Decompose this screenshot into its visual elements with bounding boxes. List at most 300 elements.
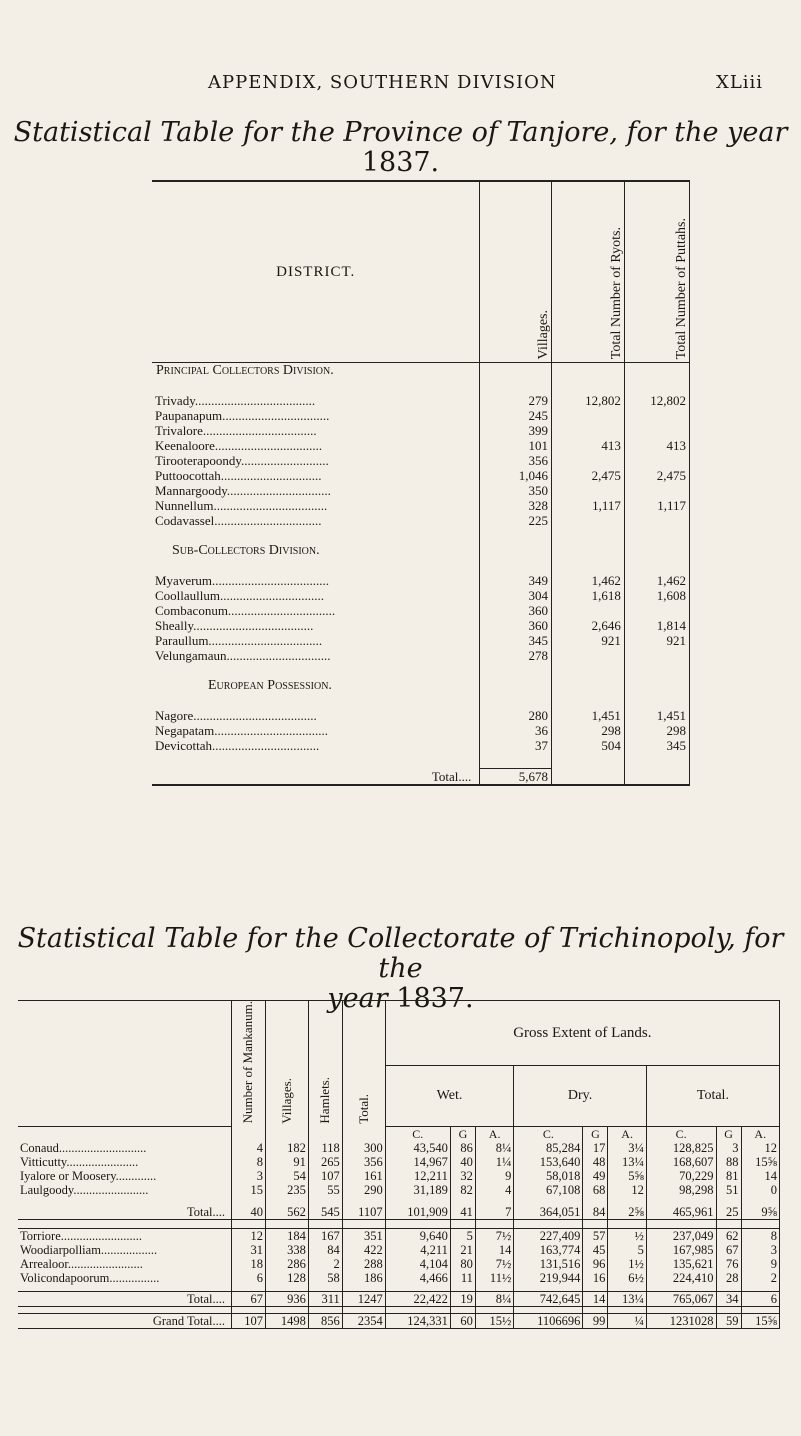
cell-vill: 1498 xyxy=(265,1313,308,1328)
cell-ham: 265 xyxy=(308,1155,342,1169)
section-heading: Principal Collectors Division. xyxy=(156,363,334,378)
cell-dg: 57 xyxy=(583,1228,608,1243)
cell-wc: 12,211 xyxy=(385,1169,450,1183)
spacer-cell xyxy=(308,1219,342,1228)
villages-header-2: Villages. xyxy=(265,1001,308,1127)
puttahs-cell: 413 xyxy=(624,438,689,453)
table-row xyxy=(18,1271,780,1285)
puttahs-cell xyxy=(624,483,689,498)
spacer-cell xyxy=(308,1126,342,1141)
hamlets-header: Hamlets. xyxy=(308,1001,342,1127)
table-row xyxy=(18,1169,780,1183)
cell-wg: 21 xyxy=(450,1243,475,1257)
cell-dg: 48 xyxy=(583,1155,608,1169)
cell-tg: 88 xyxy=(716,1155,741,1169)
spacer-cell xyxy=(624,769,689,786)
cell-ta: 0 xyxy=(741,1183,779,1197)
spacer-cell xyxy=(480,363,552,379)
total-villages: 5,678 xyxy=(480,769,552,786)
row-label: Volicondapoorum................ xyxy=(20,1270,160,1285)
spacer-cell xyxy=(480,693,552,708)
spacer-cell xyxy=(551,693,624,708)
spacer-cell xyxy=(450,1306,475,1313)
spacer-row xyxy=(152,693,690,708)
spacer-cell xyxy=(18,1219,232,1228)
cell-wa: 9 xyxy=(475,1169,513,1183)
cell-mank: 4 xyxy=(232,1141,266,1155)
table1-title xyxy=(0,118,801,178)
cell-tc: 135,621 xyxy=(646,1257,716,1271)
cell-wa: 8¼ xyxy=(475,1141,513,1155)
cell-tc: 465,961 xyxy=(646,1205,716,1220)
row-label: Arrealoor........................ xyxy=(20,1256,143,1271)
cell-wg: 5 xyxy=(450,1228,475,1243)
spacer-cell xyxy=(551,678,624,693)
cell-wc: 4,466 xyxy=(385,1271,450,1285)
table-row xyxy=(152,453,690,468)
cell-vill: 91 xyxy=(265,1155,308,1169)
cell-tg: 51 xyxy=(716,1183,741,1197)
cell-tg: 59 xyxy=(716,1313,741,1328)
table-row xyxy=(152,468,690,483)
spacer-cell xyxy=(741,1306,779,1313)
cell-ta: 3 xyxy=(741,1243,779,1257)
spacer-row xyxy=(152,558,690,573)
spacer-cell xyxy=(265,1197,308,1205)
table-row xyxy=(18,1155,780,1169)
cell-dg: 16 xyxy=(583,1271,608,1285)
ryots-cell xyxy=(551,513,624,528)
ryots-cell: 504 xyxy=(551,738,624,753)
cell-dc: 67,108 xyxy=(514,1183,583,1197)
cell-tg: 76 xyxy=(716,1257,741,1271)
cell-wg: 86 xyxy=(450,1141,475,1155)
spacer-cell xyxy=(265,1126,308,1141)
district-name: Devicottah................................. xyxy=(155,738,320,753)
trichinopoly-table-body xyxy=(18,1126,780,1328)
cell-tg: 62 xyxy=(716,1228,741,1243)
spacer-cell xyxy=(342,1126,385,1141)
unit-unit_a: A. xyxy=(741,1126,779,1141)
cell-dc: 742,645 xyxy=(514,1291,583,1306)
district-name: Negapatam................................... xyxy=(155,723,328,738)
table-row xyxy=(152,573,690,588)
villages-cell: 360 xyxy=(480,618,552,633)
wet-header: Wet. xyxy=(385,1066,514,1127)
ryots-cell xyxy=(551,483,624,498)
cell-dg: 17 xyxy=(583,1141,608,1155)
spacer-cell xyxy=(716,1306,741,1313)
spacer-cell xyxy=(475,1306,513,1313)
district-name: Coollaullum................................ xyxy=(155,588,324,603)
cell-mank: 40 xyxy=(232,1205,266,1220)
spacer-cell xyxy=(480,558,552,573)
cell-tg: 67 xyxy=(716,1243,741,1257)
spacer-cell xyxy=(450,1219,475,1228)
trichinopoly-table xyxy=(18,1000,780,1329)
cell-tc: 168,607 xyxy=(646,1155,716,1169)
cell-tot: 186 xyxy=(342,1271,385,1285)
spacer-cell xyxy=(385,1306,450,1313)
spacer-cell xyxy=(646,1306,716,1313)
spacer-cell xyxy=(308,1306,342,1313)
cell-da: ½ xyxy=(608,1228,646,1243)
ryots-cell: 12,802 xyxy=(551,393,624,408)
spacer-cell xyxy=(152,558,480,573)
cell-tg: 34 xyxy=(716,1291,741,1306)
spacer-cell xyxy=(514,1219,583,1228)
spacer-row xyxy=(152,528,690,543)
cell-wc: 31,189 xyxy=(385,1183,450,1197)
table-row xyxy=(18,1141,780,1155)
puttahs-cell: 921 xyxy=(624,633,689,648)
cell-ham: 84 xyxy=(308,1243,342,1257)
table-row xyxy=(152,603,690,618)
cell-wg: 19 xyxy=(450,1291,475,1306)
ryots-cell: 413 xyxy=(551,438,624,453)
table-row xyxy=(152,648,690,663)
total-row xyxy=(152,769,690,786)
tanjore-table-body xyxy=(152,363,690,786)
section-row xyxy=(152,543,690,558)
villages-cell: 360 xyxy=(480,603,552,618)
cell-ham: 856 xyxy=(308,1313,342,1328)
row-label: Grand Total.... xyxy=(18,1313,232,1328)
spacer-cell xyxy=(152,663,480,678)
district-name: Trivady..................................... xyxy=(155,393,316,408)
district-name: Paupanapum................................. xyxy=(155,408,330,423)
spacer-row xyxy=(152,663,690,678)
cell-wc: 4,104 xyxy=(385,1257,450,1271)
spacer-cell xyxy=(624,678,689,693)
cell-ta: 12 xyxy=(741,1141,779,1155)
unit-row xyxy=(18,1126,780,1141)
district-name: Puttoocottah............................... xyxy=(155,468,322,483)
row-label: Vitticutty....................... xyxy=(20,1154,139,1169)
section-row xyxy=(152,678,690,693)
cell-wc: 22,422 xyxy=(385,1291,450,1306)
cell-wa: 7½ xyxy=(475,1257,513,1271)
puttahs-cell: 1,814 xyxy=(624,618,689,633)
district-name: Tirooterapoondy........................... xyxy=(155,453,329,468)
spacer-cell xyxy=(646,1197,716,1205)
villages-cell: 356 xyxy=(480,453,552,468)
puttahs-cell xyxy=(624,513,689,528)
cell-wc: 124,331 xyxy=(385,1313,450,1328)
puttahs-cell: 345 xyxy=(624,738,689,753)
cell-wc: 9,640 xyxy=(385,1228,450,1243)
spacer-row xyxy=(18,1306,780,1313)
cell-tc: 167,985 xyxy=(646,1243,716,1257)
cell-da: 5⅝ xyxy=(608,1169,646,1183)
cell-dc: 227,409 xyxy=(514,1228,583,1243)
spacer-cell xyxy=(152,693,480,708)
table-row xyxy=(152,438,690,453)
spacer-cell xyxy=(514,1197,583,1205)
total-header: Total. xyxy=(342,1001,385,1127)
cell-wg: 40 xyxy=(450,1155,475,1169)
cell-dg: 49 xyxy=(583,1169,608,1183)
cell-vill: 936 xyxy=(265,1291,308,1306)
district-name: Nunnellum................................... xyxy=(155,498,328,513)
spacer-cell xyxy=(480,378,552,393)
section-heading: Sub-Collectors Division. xyxy=(172,543,320,558)
spacer-cell xyxy=(18,1126,232,1141)
cell-tot: 422 xyxy=(342,1243,385,1257)
cell-vill: 562 xyxy=(265,1205,308,1220)
cell-da: ¼ xyxy=(608,1313,646,1328)
cell-da: 6½ xyxy=(608,1271,646,1285)
row-label: Torriore.......................... xyxy=(18,1228,232,1243)
unit-unit_a: A. xyxy=(475,1126,513,1141)
spacer-cell xyxy=(232,1197,266,1205)
villages-cell: 328 xyxy=(480,498,552,513)
cell-ham: 58 xyxy=(308,1271,342,1285)
ryots-cell: 298 xyxy=(551,723,624,738)
cell-tc: 765,067 xyxy=(646,1291,716,1306)
cell-wg: 11 xyxy=(450,1271,475,1285)
spacer-cell xyxy=(342,1306,385,1313)
row-label: Iyalore or Moosery............. xyxy=(20,1168,157,1183)
spacer-cell xyxy=(232,1126,266,1141)
cell-da: 2⅝ xyxy=(608,1205,646,1220)
villages-cell: 278 xyxy=(480,648,552,663)
spacer-cell xyxy=(514,1306,583,1313)
table2-title-line2: year xyxy=(327,983,388,1014)
spacer-row xyxy=(152,378,690,393)
unit-unit_c: C. xyxy=(646,1126,716,1141)
spacer-cell xyxy=(551,378,624,393)
cell-tot: 1247 xyxy=(342,1291,385,1306)
district-name: Sheally..................................... xyxy=(155,618,314,633)
cell-wa: 4 xyxy=(475,1183,513,1197)
table-row xyxy=(152,483,690,498)
ryots-cell: 2,646 xyxy=(551,618,624,633)
spacer-cell xyxy=(741,1219,779,1228)
cell-vill: 128 xyxy=(265,1271,308,1285)
spacer-cell xyxy=(624,693,689,708)
spacer-cell xyxy=(551,663,624,678)
spacer-cell xyxy=(624,378,689,393)
total-label: Total.... xyxy=(152,769,480,786)
villages-cell: 101 xyxy=(480,438,552,453)
page-number: XLiii xyxy=(716,72,764,93)
unit-unit_a: A. xyxy=(608,1126,646,1141)
table-row xyxy=(152,708,690,723)
spacer-cell xyxy=(342,1197,385,1205)
cell-dc: 58,018 xyxy=(514,1169,583,1183)
puttahs-cell: 1,608 xyxy=(624,588,689,603)
cell-tg: 25 xyxy=(716,1205,741,1220)
table-row xyxy=(152,498,690,513)
cell-ta: 9 xyxy=(741,1257,779,1271)
cell-tc: 70,229 xyxy=(646,1169,716,1183)
table-row xyxy=(152,723,690,738)
ryots-cell: 1,117 xyxy=(551,498,624,513)
cell-tot: 300 xyxy=(342,1141,385,1155)
villages-cell: 37 xyxy=(480,738,552,753)
cell-dg: 45 xyxy=(583,1243,608,1257)
spacer-cell xyxy=(232,1306,266,1313)
table-row xyxy=(152,588,690,603)
ryots-cell: 1,451 xyxy=(551,708,624,723)
puttahs-cell: 2,475 xyxy=(624,468,689,483)
cell-da: 1½ xyxy=(608,1257,646,1271)
cell-dc: 163,774 xyxy=(514,1243,583,1257)
spacer-cell xyxy=(450,1197,475,1205)
cell-tot: 288 xyxy=(342,1257,385,1271)
spacer-cell xyxy=(624,363,689,379)
table-row xyxy=(18,1257,780,1271)
puttahs-cell xyxy=(624,453,689,468)
spacer-cell xyxy=(475,1197,513,1205)
spacer-cell xyxy=(385,1219,450,1228)
spacer-cell xyxy=(551,753,624,769)
ryots-cell xyxy=(551,603,624,618)
cell-mank: 8 xyxy=(232,1155,266,1169)
table-row xyxy=(152,393,690,408)
cell-tc: 224,410 xyxy=(646,1271,716,1285)
table1-title-text: Statistical Table for the Province of Tanjore, for the year xyxy=(13,117,788,148)
unit-unit_g: G xyxy=(716,1126,741,1141)
district-name: Mannargoody................................ xyxy=(155,483,331,498)
ryots-cell xyxy=(551,423,624,438)
cell-dg: 99 xyxy=(583,1313,608,1328)
cell-vill: 338 xyxy=(265,1243,308,1257)
district-name: Velungamaun................................ xyxy=(155,648,331,663)
cell-dg: 84 xyxy=(583,1205,608,1220)
cell-wa: 8¼ xyxy=(475,1291,513,1306)
row-label: Woodiarpolliam.................. xyxy=(20,1242,158,1257)
cell-ham: 2 xyxy=(308,1257,342,1271)
villages-cell: 280 xyxy=(480,708,552,723)
puttahs-cell xyxy=(624,408,689,423)
villages-cell: 349 xyxy=(480,573,552,588)
spacer-cell xyxy=(608,1197,646,1205)
cell-ta: 15⅝ xyxy=(741,1313,779,1328)
spacer-cell xyxy=(480,528,552,543)
villages-cell: 350 xyxy=(480,483,552,498)
cell-mank: 18 xyxy=(232,1257,266,1271)
spacer-cell xyxy=(480,678,552,693)
cell-wg: 41 xyxy=(450,1205,475,1220)
spacer-cell xyxy=(551,558,624,573)
cell-wa: 1¼ xyxy=(475,1155,513,1169)
district-name: Myaverum.................................... xyxy=(155,573,330,588)
running-head-title: APPENDIX, SOUTHERN DIVISION xyxy=(208,72,557,93)
villages-cell: 345 xyxy=(480,633,552,648)
table-row xyxy=(152,513,690,528)
total-land-header: Total. xyxy=(646,1066,779,1127)
table1-year: 1837. xyxy=(361,147,440,178)
ryots-cell xyxy=(551,453,624,468)
district-name: Nagore...................................... xyxy=(155,708,317,723)
spacer-cell xyxy=(265,1306,308,1313)
district-name: Codavassel................................. xyxy=(155,513,322,528)
spacer-cell xyxy=(624,543,689,558)
spacer-row xyxy=(18,1197,780,1205)
cell-tc: 1231028 xyxy=(646,1313,716,1328)
cell-wc: 101,909 xyxy=(385,1205,450,1220)
cell-tot: 2354 xyxy=(342,1313,385,1328)
unit-unit_g: G xyxy=(450,1126,475,1141)
spacer-cell xyxy=(741,1197,779,1205)
cell-vill: 182 xyxy=(265,1141,308,1155)
spacer-cell xyxy=(308,1197,342,1205)
cell-ta: 2 xyxy=(741,1271,779,1285)
cell-dc: 219,944 xyxy=(514,1271,583,1285)
villages-cell: 279 xyxy=(480,393,552,408)
spacer-cell xyxy=(551,769,624,786)
cell-da: 3¼ xyxy=(608,1141,646,1155)
villages-cell: 399 xyxy=(480,423,552,438)
cell-ham: 545 xyxy=(308,1205,342,1220)
unit-unit_c: C. xyxy=(514,1126,583,1141)
spacer-row xyxy=(18,1219,780,1228)
ryots-cell: 2,475 xyxy=(551,468,624,483)
cell-wa: 7½ xyxy=(475,1228,513,1243)
grand-total-row xyxy=(18,1313,780,1328)
spacer-cell xyxy=(152,753,480,769)
spacer-cell xyxy=(265,1219,308,1228)
spacer-cell xyxy=(608,1219,646,1228)
cell-wa: 15½ xyxy=(475,1313,513,1328)
cell-wc: 14,967 xyxy=(385,1155,450,1169)
spacer-cell xyxy=(475,1219,513,1228)
cell-mank: 31 xyxy=(232,1243,266,1257)
spacer-cell xyxy=(583,1197,608,1205)
table-row xyxy=(18,1183,780,1197)
district-name: Keenaloore................................. xyxy=(155,438,323,453)
cell-da: 5 xyxy=(608,1243,646,1257)
spacer-cell xyxy=(480,753,552,769)
unit-unit_c: C. xyxy=(385,1126,450,1141)
villages-header: Villages. xyxy=(480,181,552,363)
puttahs-cell xyxy=(624,648,689,663)
puttahs-cell: 1,451 xyxy=(624,708,689,723)
cell-tg: 3 xyxy=(716,1141,741,1155)
ryots-cell xyxy=(551,408,624,423)
ryots-cell: 921 xyxy=(551,633,624,648)
cell-tc: 237,049 xyxy=(646,1228,716,1243)
cell-wa: 14 xyxy=(475,1243,513,1257)
row-label: Total.... xyxy=(18,1291,232,1306)
puttahs-cell: 1,117 xyxy=(624,498,689,513)
cell-ta: 15⅝ xyxy=(741,1155,779,1169)
cell-vill: 54 xyxy=(265,1169,308,1183)
row-label: Laulgoody........................ xyxy=(20,1182,149,1197)
cell-mank: 107 xyxy=(232,1313,266,1328)
spacer-cell xyxy=(624,558,689,573)
villages-cell: 225 xyxy=(480,513,552,528)
cell-da: 12 xyxy=(608,1183,646,1197)
cell-tot: 356 xyxy=(342,1155,385,1169)
table2-year: 1837. xyxy=(396,983,474,1014)
cell-dc: 364,051 xyxy=(514,1205,583,1220)
cell-da: 13¼ xyxy=(608,1291,646,1306)
table-row xyxy=(152,633,690,648)
table-row xyxy=(152,618,690,633)
cell-wa: 11½ xyxy=(475,1271,513,1285)
cell-ta: 6 xyxy=(741,1291,779,1306)
ryots-cell: 1,462 xyxy=(551,573,624,588)
cell-vill: 286 xyxy=(265,1257,308,1271)
spacer-cell xyxy=(716,1197,741,1205)
district-name: Combaconum................................. xyxy=(155,603,336,618)
cell-tc: 128,825 xyxy=(646,1141,716,1155)
spacer-cell xyxy=(480,663,552,678)
cell-mank: 6 xyxy=(232,1271,266,1285)
